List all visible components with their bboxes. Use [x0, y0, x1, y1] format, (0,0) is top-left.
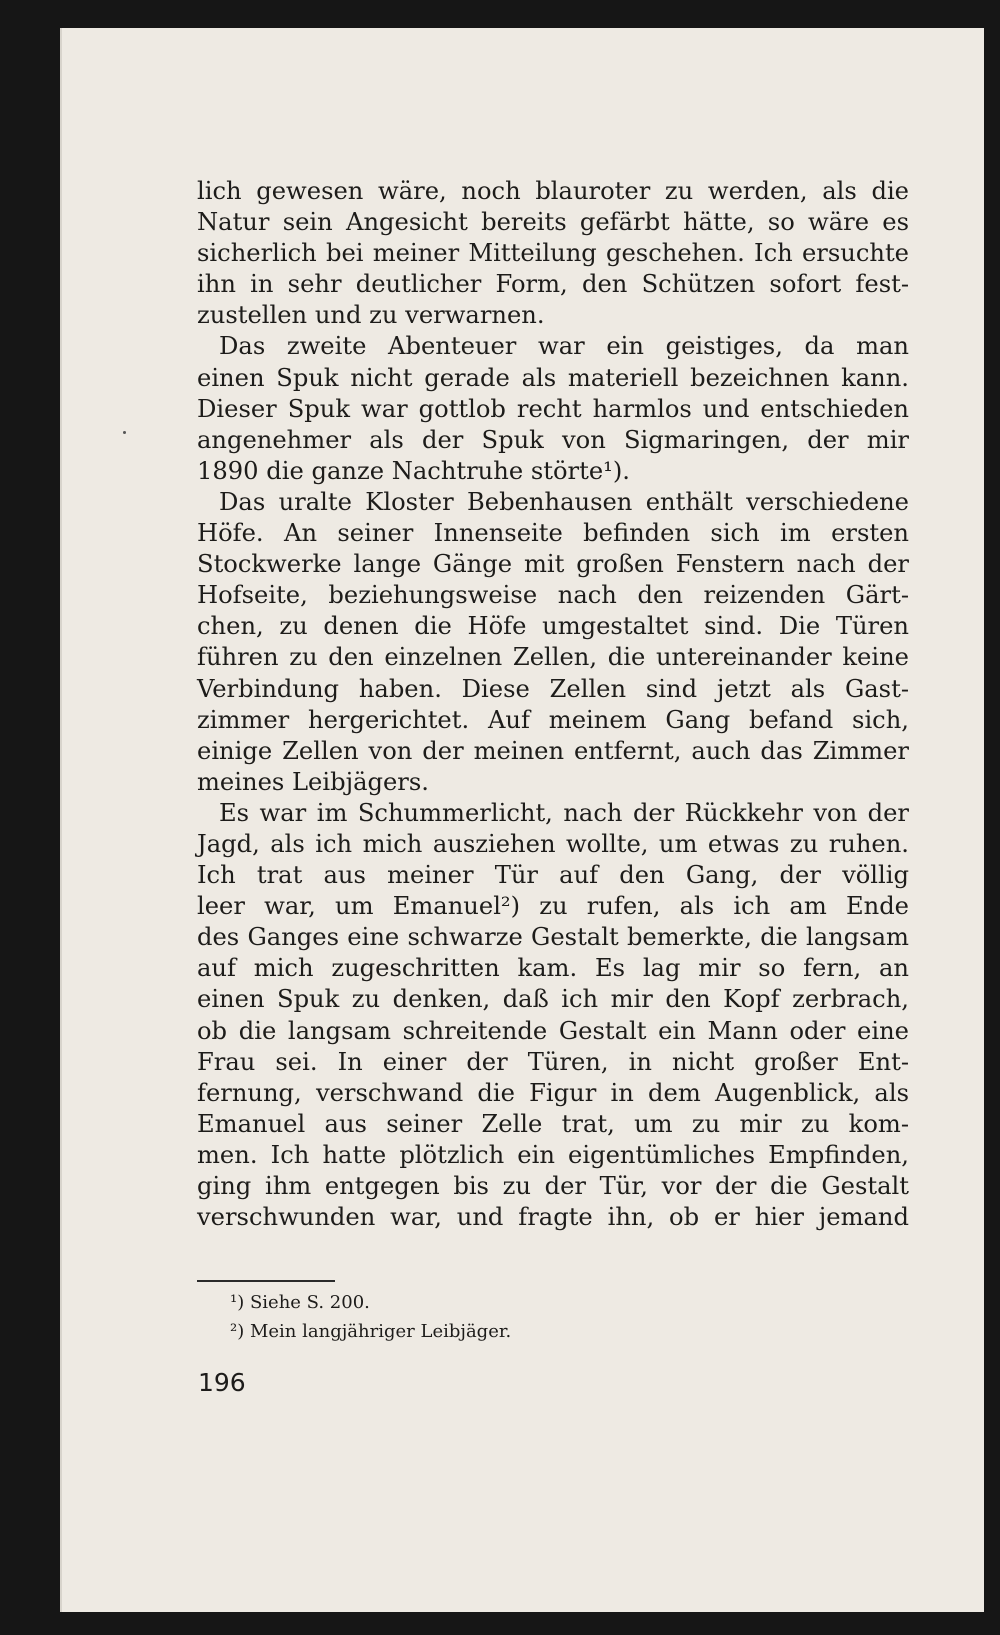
text-line: zimmer hergerichtet. Auf meinem Gang befand sich,	[197, 705, 909, 734]
text-line: einige Zellen von der meinen entfernt, auch das Zimmer	[197, 736, 909, 765]
text-line: Stockwerke lange Gänge mit großen Fenstern nach der	[197, 550, 909, 579]
text-line: zustellen und zu verwarnen.	[197, 301, 545, 330]
text-line: fernung, verschwand die Figur in dem Augenblick, als	[197, 1078, 909, 1107]
text-line: Jagd, als ich mich ausziehen wollte, um etwas zu ruhen.	[197, 829, 909, 858]
text-line: Emanuel aus seiner Zelle trat, um zu mir zu kom-	[197, 1109, 909, 1138]
text-line: angenehmer als der Spuk von Sigmaringen, der mir	[197, 425, 909, 454]
text-line: 1890 die ganze Nachtruhe störte¹).	[197, 456, 630, 485]
text-line: Verbindung haben. Diese Zellen sind jetzt als Gast-	[197, 674, 909, 703]
text-line: Hofseite, beziehungsweise nach den reizenden Gärt-	[197, 581, 909, 610]
text-line: auf mich zugeschritten kam. Es lag mir so fern, an	[197, 954, 909, 983]
text-line: meines Leibjägers.	[197, 767, 429, 796]
margin-mark	[123, 431, 126, 434]
text-line: Frau sei. In einer der Türen, in nicht großer Ent-	[197, 1047, 909, 1076]
text-line: ob die langsam schreitende Gestalt ein Mann oder eine	[197, 1016, 909, 1045]
text-line: verschwunden war, und fragte ihn, ob er hier jemand	[197, 1203, 909, 1232]
text-line: Das uralte Kloster Bebenhausen enthält verschiedene	[219, 487, 909, 516]
text-line: men. Ich hatte plötzlich ein eigentümliches Empfinden,	[197, 1140, 909, 1169]
footnotes	[230, 1288, 511, 1346]
text-line: Das zweite Abenteuer war ein geistiges, da man	[219, 332, 909, 361]
text-line: einen Spuk zu denken, daß ich mir den Kopf zerbrach,	[197, 985, 909, 1014]
text-line: führen zu den einzelnen Zellen, die untereinander keine	[197, 643, 909, 672]
text-line: Höfe. An seiner Innenseite befinden sich im ersten	[197, 519, 909, 548]
text-line: chen, zu denen die Höfe umgestaltet sind. Die Türen	[197, 612, 909, 641]
text-line: Es war im Schummerlicht, nach der Rückkehr von der	[219, 798, 909, 827]
text-line: ging ihm entgegen bis zu der Tür, vor der die Gestalt	[197, 1172, 909, 1200]
text-line: Dieser Spuk war gottlob recht harmlos und entschieden	[197, 394, 909, 423]
page-number: 196	[198, 1368, 246, 1397]
body-text	[197, 176, 909, 1233]
footnote-1: ¹) Siehe S. 200.	[230, 1292, 370, 1313]
footnote-2: ²) Mein langjähriger Leibjäger.	[230, 1321, 512, 1342]
text-line: sicherlich bei meiner Mitteilung geschehen. Ich ersuchte	[197, 239, 909, 268]
text-line: Ich trat aus meiner Tür auf den Gang, der völlig	[197, 861, 909, 890]
text-line: einen Spuk nicht gerade als materiell bezeichnen kann.	[197, 363, 909, 392]
footnote-rule	[197, 1280, 335, 1282]
text-line: des Ganges eine schwarze Gestalt bemerkte, die langsam	[197, 923, 909, 952]
text-line: leer war, um Emanuel²) zu rufen, als ich am Ende	[197, 892, 909, 921]
text-line: lich gewesen wäre, noch blauroter zu werden, als die	[197, 177, 909, 205]
text-line: Natur sein Angesicht bereits gefärbt hätte, so wäre es	[197, 208, 909, 237]
text-line: ihn in sehr deutlicher Form, den Schützen sofort fest-	[197, 270, 909, 299]
